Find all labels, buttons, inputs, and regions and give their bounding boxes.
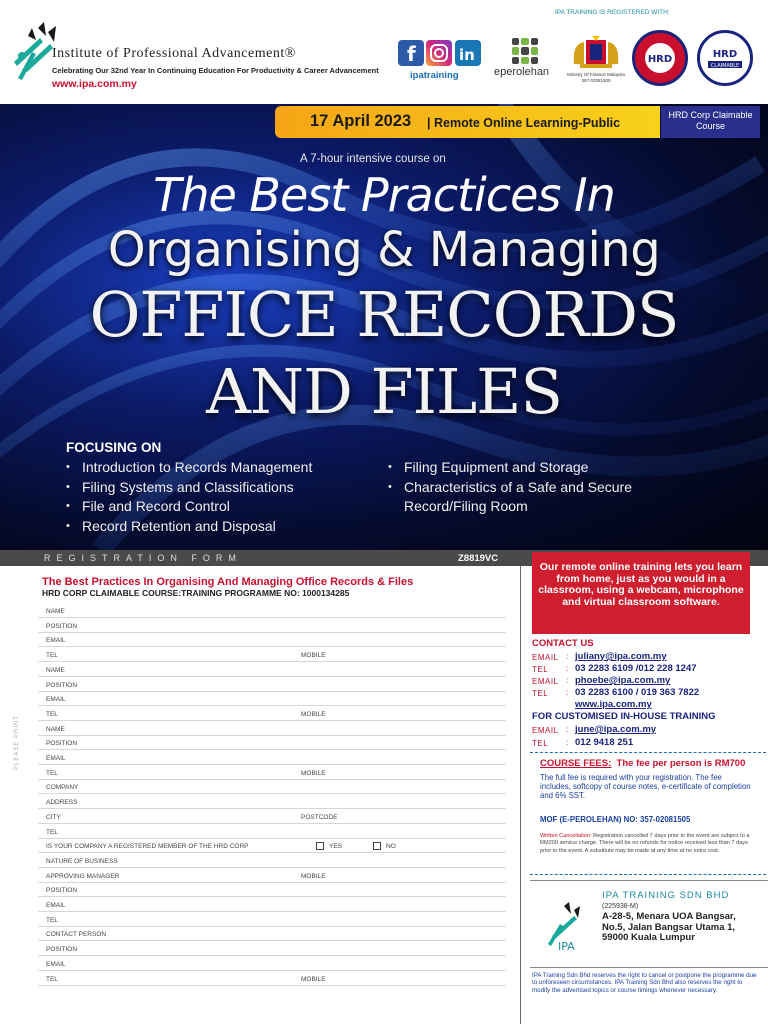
field-label: CITY [46,813,61,821]
yes-checkbox[interactable] [316,842,324,850]
seal-claimable-label: CLAIMABLE [710,63,740,69]
form-field-row[interactable] [38,897,506,912]
no-label: NO [386,843,396,851]
tel-label: TEL [532,739,549,748]
facebook-icon[interactable] [398,40,424,66]
social-handle: ipatraining [410,70,459,81]
remote-training-promo: Our remote online training lets you learn from home, just as you would in a classroom, using a webcam, microphone and virtual classroom software. [532,552,750,634]
field-label: NATURE OF BUSINESS [46,857,118,865]
email-label: EMAIL [532,653,559,662]
form-field-row[interactable] [38,632,506,647]
email-label: EMAIL [532,726,559,735]
field-label: POSITION [46,681,78,689]
focus-list-left [66,458,312,536]
field-label: APPROVING MANAGER [46,872,120,880]
hrd-claimable-seal-icon [697,30,753,86]
tel-value: 012 9418 251 [575,737,634,748]
inhouse-heading: FOR CUSTOMISED IN-HOUSE TRAINING [532,711,716,722]
form-field-row[interactable] [38,838,506,853]
field-label: TEL [46,916,58,924]
header [0,0,768,104]
company-reg: (225938-M) [602,903,639,910]
mof-number: MOF (E-PEROLEHAN) NO: 357-02081505 [540,815,691,824]
course-fees: COURSE FEES: The fee per person is RM700 [540,758,746,769]
field-label: NAME [46,608,65,615]
list-item: • Introduction to Records Management [66,458,312,478]
form-field-row[interactable] [38,721,506,736]
tel-label: TEL [532,689,549,698]
form-field-row[interactable] [38,662,506,677]
focusing-on-label: FOCUSING ON [66,440,162,455]
email-link[interactable]: juliany@ipa.com.my [575,651,667,662]
field-label: IS YOUR COMPANY A REGISTERED MEMBER OF THE HRD CORP [46,843,249,851]
divider [530,752,766,753]
malaysia-crest-icon [570,34,622,70]
svg-text:in: in [459,46,475,64]
registration-form-label: REGISTRATION FORM [44,553,242,563]
form-field-row[interactable] [38,926,506,941]
tel-value: 03 2283 6100 / 019 363 7822 [575,687,700,698]
website-link[interactable]: www.ipa.com.my [52,78,137,90]
ipa-logo-icon [10,18,58,88]
list-item: • Filing Equipment and Storage [388,458,688,478]
field-label: ADDRESS [46,799,78,807]
title-line-1: The Best Practices In [153,168,615,222]
linkedin-icon[interactable] [455,40,481,66]
registered-with-label: IPA TRAINING IS REGISTERED WITH: [555,9,670,16]
field-label: MOBILE [301,652,326,660]
field-label: NAME [46,725,65,733]
list-item: • File and Record Control [66,497,312,517]
list-item: • Characteristics of a Safe and Secure Record/Filing Room [388,478,688,517]
course-intro: A 7-hour intensive course on [300,153,446,165]
field-label: EMAIL [46,637,66,645]
hrd-claimable-badge: HRD Corp Claimable Course [661,106,760,138]
website-link[interactable]: www.ipa.com.my [575,699,652,710]
field-label: EMAIL [46,960,66,968]
svg-text:f: f [407,42,416,66]
form-field-row[interactable] [38,882,506,897]
field-label: NAME [46,666,65,674]
field-label: MOBILE [301,975,326,983]
form-field-row[interactable] [38,941,506,956]
form-field-row[interactable] [38,677,506,692]
list-item: • Record Retention and Disposal [66,517,312,537]
field-label: TEL [46,828,58,836]
form-subtitle: HRD CORP CLAIMABLE COURSE:TRAINING PROGRAMME NO: 1000134285 [42,588,350,598]
eperolehan-label: eperolehan [494,66,550,78]
written-cancellation: Written Cancellation: Registration cancelled 7 days prior to the event are subject to a RM200 service charge. There will be no refunds for notice received less than 7 days prior to the event. A substitute may be made at any time at no extra cost. [540,833,750,854]
divider [530,874,766,875]
no-checkbox[interactable] [373,842,381,850]
seal-mark: HRD [647,54,673,65]
form-field-row[interactable] [38,971,506,986]
form-field-row[interactable] [38,824,506,839]
contact-heading: CONTACT US [532,638,594,649]
field-label: COMPANY [46,784,79,792]
form-field-row[interactable] [38,706,506,721]
course-code: Z8819VC [458,553,499,564]
field-label: MOBILE [301,710,326,718]
form-field-row[interactable] [38,794,506,809]
tel-label: TEL [532,665,549,674]
email-label: EMAIL [532,677,559,686]
form-title: The Best Practices In Organising And Managing Office Records & Files [42,576,414,588]
field-label: EMAIL [46,902,66,909]
course-mode: | Remote Online Learning-Public [427,116,621,130]
please-print-label: PLEASE PRINT [14,714,20,770]
form-field-row[interactable] [38,735,506,750]
form-field-row[interactable] [38,603,506,618]
field-label: TEL [46,769,58,777]
field-label: TEL [46,710,58,718]
ipa-logo-icon [542,900,586,952]
form-field-row[interactable] [38,750,506,765]
field-label: POSTCODE [301,813,338,821]
title-line-4: AND FILES [206,355,562,428]
instagram-icon[interactable] [426,40,452,66]
email-link[interactable]: june@ipa.com.my [575,724,657,735]
field-label: EMAIL [46,755,66,762]
field-label: MOBILE [301,872,326,880]
form-field-row[interactable] [38,618,506,633]
field-label: EMAIL [46,696,66,704]
form-field-row[interactable] [38,779,506,794]
form-field-row[interactable] [38,809,506,824]
course-date: 17 April 2023 [310,112,412,130]
form-field-row[interactable] [38,765,506,780]
ipa-mark: IPA [558,940,575,952]
brand-name: Institute of Professional Advancement® [52,46,296,61]
yes-label: YES [329,843,343,851]
field-label: POSITION [46,622,78,630]
ministry-label: Ministry Of Finance Malaysia 357-02081505 [567,72,625,83]
field-label: POSITION [46,887,78,895]
field-label: TEL [46,652,58,660]
seal-mark: HRD [712,49,738,60]
field-label: MOBILE [301,769,326,777]
form-field-row[interactable] [38,956,506,971]
focus-list-right [388,458,688,517]
eperolehan-icon [512,38,538,64]
company-name: IPA TRAINING SDN BHD [602,890,730,901]
disclaimer: IPA Training Sdn Bhd reserves the right to cancel or postpone the programme due to unforeseen circumstances. IPA Training Sdn Bhd also reserves the right to modify the advertised topics or course timings whenever necessary. [532,972,757,994]
field-label: POSITION [46,946,78,954]
form-field-row[interactable] [38,691,506,706]
tel-value: 03 2283 6109 /012 228 1247 [575,663,697,674]
tagline: Celebrating Our 32nd Year In Continuing Education For Productivity & Career Advancement [52,66,379,75]
list-item: • Filing Systems and Classifications [66,478,312,498]
field-label: CONTACT PERSON [46,931,107,939]
form-field-row[interactable] [38,912,506,927]
email-link[interactable]: phoebe@ipa.com.my [575,675,671,686]
form-field-row[interactable] [38,853,506,868]
title-line-2: Organising & Managing [107,222,661,278]
title-line-3: OFFICE RECORDS [89,278,679,351]
company-address: A-28-5, Menara UOA Bangsar, No.5, Jalan Bangsar Utama 1, 59000 Kuala Lumpur [602,911,736,943]
divider [520,566,521,1024]
field-label: TEL [46,975,58,983]
fees-description: The full fee is required with your registration. The fee includes, softcopy of course notes, e-certificate of completion and 6% SST. [540,773,751,800]
form-field-row[interactable] [38,647,506,662]
field-label: POSITION [46,740,78,748]
hrd-registered-seal-icon [632,30,688,86]
form-field-row[interactable] [38,868,506,883]
